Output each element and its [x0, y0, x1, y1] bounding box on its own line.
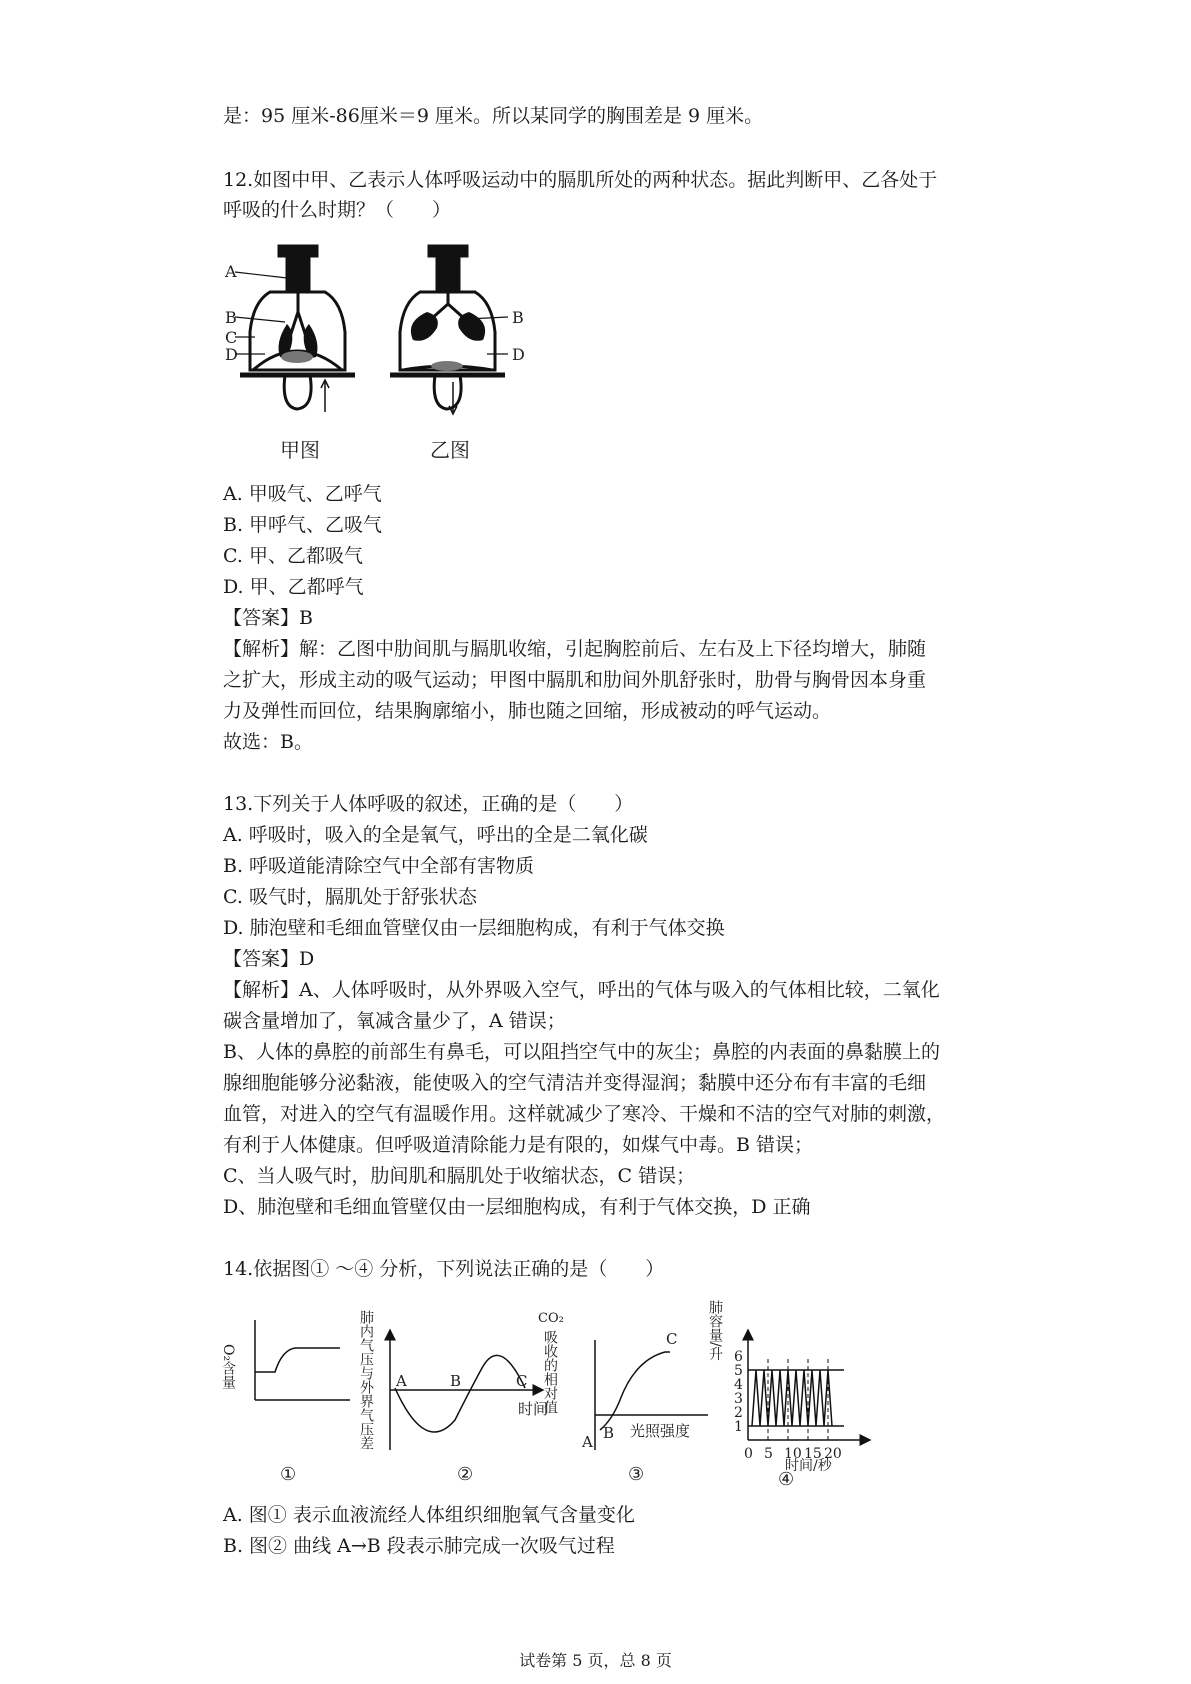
- g3-point-a: A: [582, 1433, 593, 1451]
- page-footer: 试卷第 5 页，总 8 页: [519, 1651, 672, 1670]
- question-12-stem: 呼吸的什么时期？（ ）: [223, 199, 452, 221]
- question-12-stem: 12.如图中甲、乙表示人体呼吸运动中的膈肌所处的两种状态。据此判断甲、乙各处于: [223, 169, 938, 191]
- g4-ytick: 4: [734, 1377, 743, 1393]
- g3-number: ③: [628, 1464, 645, 1485]
- g4-xlabel: 时间/秒: [785, 1458, 832, 1474]
- analysis: 力及弹性而回位，结果胸廓缩小，肺也随之回缩，形成被动的呼气运动。: [223, 700, 832, 722]
- question-14-stem: 14.依据图① ～④ 分析，下列说法正确的是（ ）: [223, 1258, 665, 1280]
- analysis: 腺细胞能够分泌黏液，能使吸入的空气清洁并变得湿润；黏膜中还分布有丰富的毛细: [223, 1072, 927, 1094]
- analysis: D、肺泡壁和毛细血管壁仅由一层细胞构成，有利于气体交换，D 正确: [223, 1196, 811, 1218]
- analysis: 血管，对进入的空气有温暖作用。这样就减少了寒冷、干燥和不洁的空气对肺的刺激，: [223, 1103, 946, 1125]
- g4-xtick: 15: [804, 1446, 822, 1462]
- answer: 【答案】D: [223, 948, 315, 970]
- question-13-stem: 13.下列关于人体呼吸的叙述，正确的是（ ）: [223, 793, 634, 815]
- text-line: 是：95 厘米-86厘米＝9 厘米。所以某同学的胸围差是 9 厘米。: [223, 105, 764, 127]
- question-14-figure: [220, 1290, 960, 1490]
- caption-yi: 乙图: [430, 438, 470, 462]
- g2-xlabel: 时间: [518, 1400, 549, 1418]
- option-a: A. 呼吸时，吸入的全是氧气，呼出的全是二氧化碳: [223, 824, 648, 846]
- option-d: D. 肺泡壁和毛细血管壁仅由一层细胞构成，有利于气体交换: [223, 917, 725, 939]
- analysis: C、当人吸气时，肋间肌和膈肌处于收缩状态，C 错误；: [223, 1165, 696, 1187]
- label-b: B: [225, 308, 237, 327]
- g2-point-c: C: [516, 1372, 528, 1390]
- analysis: 之扩大，形成主动的吸气运动；甲图中膈肌和肋间外肌舒张时，肋骨与胸骨因本身重: [223, 669, 927, 691]
- g4-plot: [748, 1356, 844, 1440]
- g4-xtick: 10: [784, 1446, 802, 1462]
- option-c: C. 吸气时，膈肌处于舒张状态: [223, 886, 477, 908]
- g3-point-c: C: [666, 1330, 678, 1348]
- g1-ylabel: O₂含量: [220, 1344, 236, 1390]
- question-12-figure: [225, 232, 525, 472]
- g4-ytick: 6: [734, 1349, 743, 1365]
- analysis: 碳含量增加了，氧减含量少了，A 错误；: [223, 1010, 566, 1032]
- analysis: 有利于人体健康。但呼吸道清除能力是有限的，如煤气中毒。B 错误；: [223, 1134, 814, 1156]
- g2-point-b: B: [450, 1372, 462, 1390]
- g4-ytick: 2: [734, 1405, 743, 1421]
- option-b: B. 呼吸道能清除空气中全部有害物质: [223, 855, 535, 877]
- g4-ytick: 5: [734, 1363, 743, 1379]
- option-d: D. 甲、乙都呼气: [223, 576, 364, 598]
- g3-xlabel: 光照强度: [630, 1422, 691, 1440]
- g4-xtick: 5: [764, 1446, 773, 1462]
- conclusion: 故选：B。: [223, 731, 313, 753]
- g1-number: ①: [280, 1464, 297, 1485]
- g3-ylabel-co2: CO₂: [538, 1311, 564, 1326]
- label-b-right: B: [512, 308, 524, 327]
- analysis: B、人体的鼻腔的前部生有鼻毛，可以阻挡空气中的灰尘；鼻腔的内表面的鼻黏膜上的: [223, 1041, 940, 1063]
- option-b: B. 甲呼气、乙吸气: [223, 514, 383, 536]
- g4-ylabel: 肺容量/升: [707, 1300, 723, 1361]
- analysis: 【解析】A、人体呼吸时，从外界吸入空气，呼出的气体与吸入的气体相比较，二氧化: [223, 979, 940, 1001]
- g4-xtick: 0: [744, 1446, 753, 1462]
- g2-ylabel: 肺内气压与外界气压差: [358, 1310, 374, 1450]
- g3-ylabel: 吸收的相对值: [542, 1330, 558, 1414]
- g4-number: ④: [778, 1469, 795, 1490]
- g4-ytick: 3: [734, 1391, 743, 1407]
- g4-xtick: 20: [824, 1446, 842, 1462]
- g3-point-b: B: [603, 1424, 615, 1442]
- option-c: C. 甲、乙都吸气: [223, 545, 363, 567]
- option-a: A. 图① 表示血液流经人体组织细胞氧气含量变化: [223, 1504, 635, 1526]
- answer: 【答案】B: [223, 607, 313, 629]
- label-c: C: [225, 328, 238, 347]
- g4-ytick: 1: [734, 1419, 743, 1435]
- label-d: D: [225, 345, 238, 364]
- caption-jia: 甲图: [280, 438, 320, 462]
- option-b: B. 图② 曲线 A→B 段表示肺完成一次吸气过程: [223, 1535, 615, 1557]
- label-a: A: [225, 262, 237, 281]
- g2-number: ②: [457, 1464, 474, 1485]
- g2-point-a: A: [396, 1372, 407, 1390]
- analysis: 【解析】解：乙图中肋间肌与膈肌收缩，引起胸腔前后、左右及上下径均增大，肺随: [223, 638, 927, 660]
- label-d-right: D: [512, 345, 525, 364]
- option-a: A. 甲吸气、乙呼气: [223, 483, 382, 505]
- g4-zigzag: [752, 1370, 832, 1426]
